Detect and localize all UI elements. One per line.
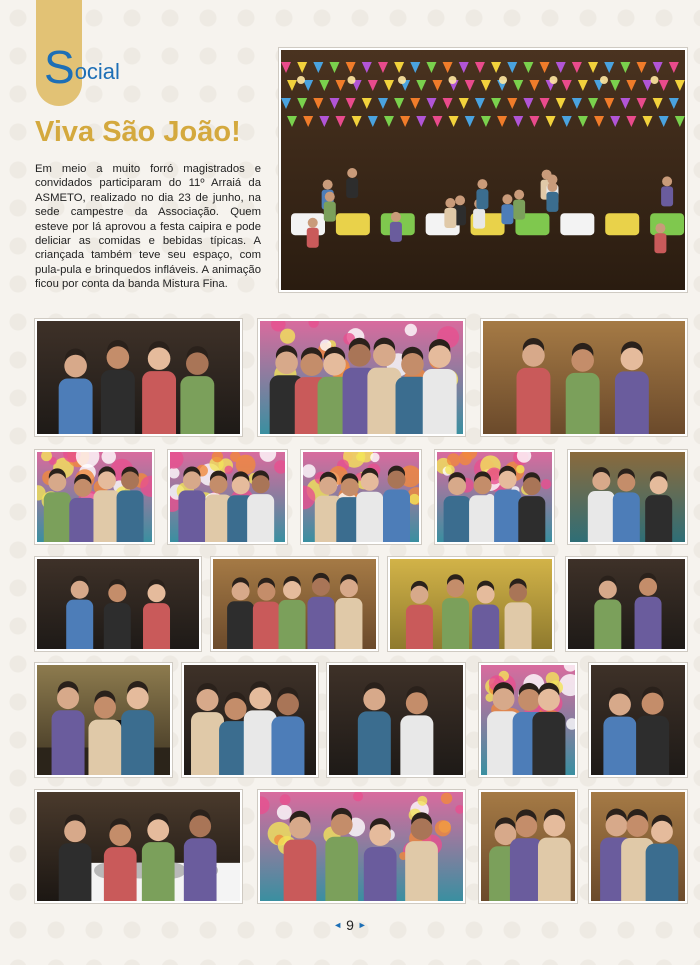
photo-image <box>170 452 285 542</box>
photo-row2-c <box>301 450 421 544</box>
section-label <box>44 41 120 93</box>
photo-row5-d <box>589 790 687 903</box>
photo-row3-d <box>566 557 687 651</box>
photo-image <box>591 792 685 901</box>
photo-image <box>37 321 240 434</box>
photo-row4-a <box>35 663 172 777</box>
photo-row2-d <box>435 450 554 544</box>
photo-image <box>37 452 152 542</box>
photo-row4-c <box>327 663 465 777</box>
photo-image <box>481 665 575 775</box>
photo-row4-e <box>589 663 687 777</box>
photo-row4-b <box>182 663 318 777</box>
photo-row1-b <box>258 319 465 436</box>
photo-image <box>568 559 685 649</box>
next-arrow-icon: ► <box>357 920 367 930</box>
page-footer <box>330 917 370 933</box>
photo-image <box>390 559 552 649</box>
photo-image <box>37 559 199 649</box>
photo-row5-a <box>35 790 242 903</box>
photo-row3-a <box>35 557 201 651</box>
photo-image <box>260 321 463 434</box>
photo-row1-c <box>481 319 687 436</box>
photo-main-party-hall <box>279 48 687 292</box>
photo-image <box>481 792 575 901</box>
article-body: Em meio a muito forró magistrados e convidados participaram do 11º Arraiá da ASMETO, realizado no dia 23 de junho, na sede campestre da Associação. Quem esteve por lá aprovou a festa caipira e pode deliciar as comidas e bebidas típicas. A criançada também teve seu espaço, com pula-pula e brinquedos infláveis. A animação ficou por conta da banda Mistura Fina. <box>35 163 261 291</box>
photo-row2-e <box>568 450 687 544</box>
photo-image <box>213 559 376 649</box>
photo-image <box>260 792 463 901</box>
photo-row4-d <box>479 663 577 777</box>
photo-image <box>437 452 552 542</box>
photo-image <box>303 452 419 542</box>
section-rest: ocial <box>74 59 120 84</box>
photo-row2-a <box>35 450 154 544</box>
prev-arrow-icon: ◄ <box>333 920 343 930</box>
photo-image <box>483 321 685 434</box>
photo-row3-c <box>388 557 554 651</box>
photo-image <box>570 452 685 542</box>
photo-row2-b <box>168 450 287 544</box>
photo-image <box>184 665 316 775</box>
photo-image <box>37 665 170 775</box>
section-initial: S <box>44 41 75 93</box>
photo-row1-a <box>35 319 242 436</box>
photo-row5-c <box>479 790 577 903</box>
photo-image <box>37 792 240 901</box>
photo-image <box>329 665 463 775</box>
article-title: Viva São João! <box>35 116 241 148</box>
photo-image <box>281 50 685 290</box>
page-number: 9 <box>346 917 354 933</box>
photo-row5-b <box>258 790 465 903</box>
photo-row3-b <box>211 557 378 651</box>
photo-image <box>591 665 685 775</box>
